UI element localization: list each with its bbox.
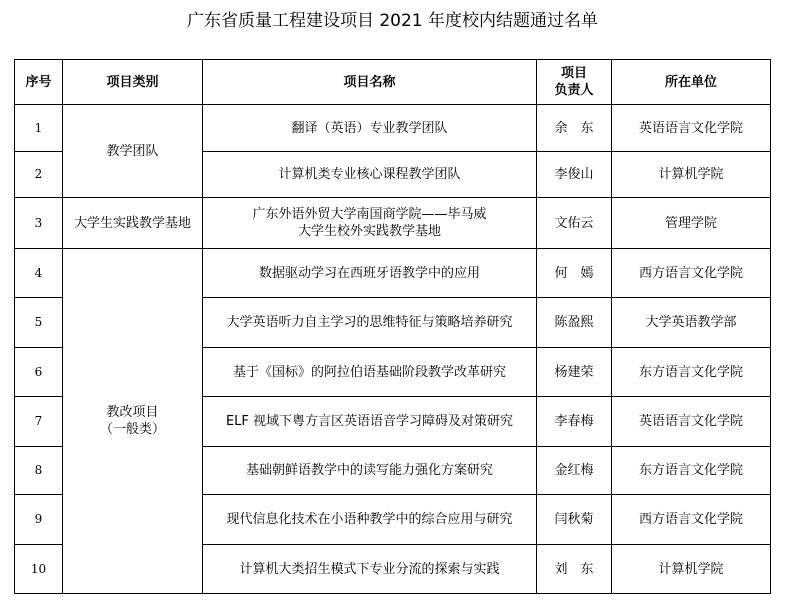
cell-seq: 4 (15, 249, 63, 298)
cell-name: 基础朝鲜语教学中的读写能力强化方案研究 (203, 447, 537, 495)
cell-name: ELF 视域下粤方言区英语语音学习障碍及对策研究 (203, 397, 537, 447)
cell-category-base: 大学生实践教学基地 (63, 198, 203, 249)
table-header-row (15, 60, 771, 105)
table-row (15, 105, 771, 152)
cell-leader: 金红梅 (537, 447, 612, 495)
header-seq: 序号 (15, 60, 63, 105)
cell-seq: 7 (15, 397, 63, 447)
cell-leader: 何 嫣 (537, 249, 612, 298)
document-title: 广东省质量工程建设项目 2021 年度校内结题通过名单 (186, 11, 599, 31)
cell-unit: 大学英语教学部 (612, 298, 771, 348)
cell-name: 翻译（英语）专业教学团队 (203, 105, 537, 152)
cell-name: 基于《国标》的阿拉伯语基础阶段教学改革研究 (203, 348, 537, 397)
cell-seq: 8 (15, 447, 63, 495)
cell-name: 现代信息化技术在小语种教学中的综合应用与研究 (203, 495, 537, 545)
cell-unit: 英语语言文化学院 (612, 397, 771, 447)
cell-unit: 计算机学院 (612, 152, 771, 198)
cell-leader: 杨建荣 (537, 348, 612, 397)
cell-unit: 西方语言文化学院 (612, 249, 771, 298)
cell-name: 数据驱动学习在西班牙语教学中的应用 (203, 249, 537, 298)
header-name: 项目名称 (203, 60, 537, 105)
cell-seq: 1 (15, 105, 63, 152)
cell-seq: 2 (15, 152, 63, 198)
cell-leader: 李春梅 (537, 397, 612, 447)
cell-unit: 西方语言文化学院 (612, 495, 771, 545)
cell-leader: 刘 东 (537, 545, 612, 594)
cell-category-reform-line2: （一般类） (99, 422, 165, 437)
cell-unit: 管理学院 (612, 198, 771, 249)
cell-leader: 闫秋菊 (537, 495, 612, 545)
cell-name-line2: 大学生校外实践教学基地 (297, 224, 441, 239)
cell-seq: 6 (15, 348, 63, 397)
cell-category-team: 教学团队 (63, 105, 203, 198)
cell-name (203, 198, 537, 249)
cell-unit: 东方语言文化学院 (612, 348, 771, 397)
table-row (15, 249, 771, 298)
cell-category-reform (63, 249, 203, 594)
cell-seq: 5 (15, 298, 63, 348)
cell-leader: 文佑云 (537, 198, 612, 249)
cell-category-reform-line1: 教改项目 (106, 405, 159, 420)
cell-name: 计算机类专业核心课程教学团队 (203, 152, 537, 198)
cell-unit: 英语语言文化学院 (612, 105, 771, 152)
cell-unit: 计算机学院 (612, 545, 771, 594)
header-leader-line1: 项目 (560, 66, 587, 81)
cell-name: 大学英语听力自主学习的思维特征与策略培养研究 (203, 298, 537, 348)
cell-unit: 东方语言文化学院 (612, 447, 771, 495)
cell-seq: 3 (15, 198, 63, 249)
cell-leader: 李俊山 (537, 152, 612, 198)
cell-name: 计算机大类招生模式下专业分流的探索与实践 (203, 545, 537, 594)
project-list-table (14, 59, 771, 594)
cell-leader: 陈盈熙 (537, 298, 612, 348)
cell-name-line1: 广东外语外贸大学南国商学院——毕马威 (252, 207, 487, 222)
table-row (15, 198, 771, 249)
cell-leader: 余 东 (537, 105, 612, 152)
header-category: 项目类别 (63, 60, 203, 105)
header-unit: 所在单位 (612, 60, 771, 105)
cell-seq: 10 (15, 545, 63, 594)
cell-seq: 9 (15, 495, 63, 545)
header-leader-line2: 负责人 (554, 83, 594, 98)
header-leader (537, 60, 612, 105)
